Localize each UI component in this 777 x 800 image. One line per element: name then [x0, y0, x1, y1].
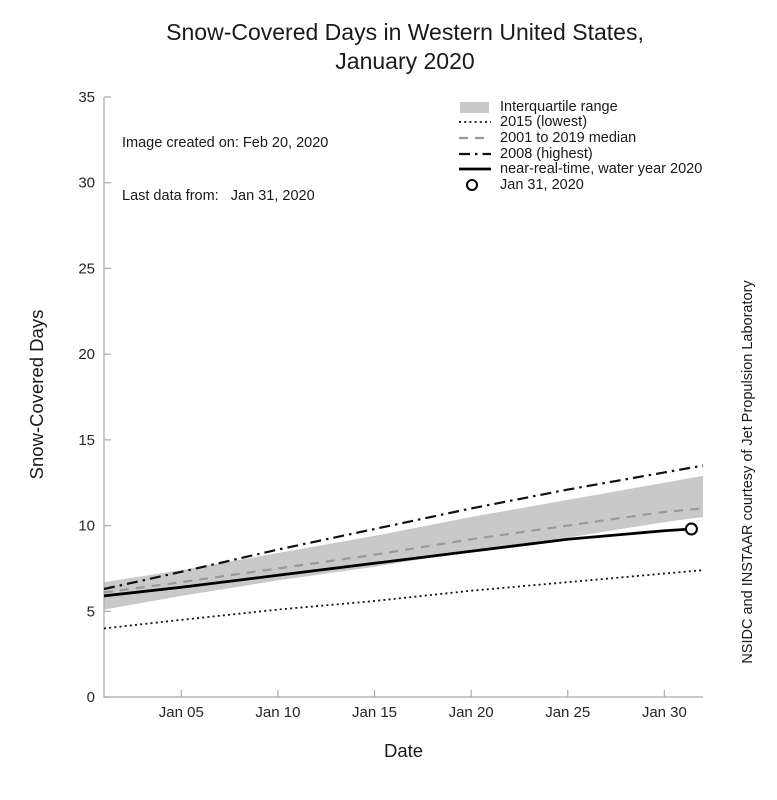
x-axis-tick-label: Jan 15	[351, 704, 398, 721]
solid-line-swatch-icon	[458, 162, 494, 176]
iqr-patch-swatch-icon	[458, 100, 494, 114]
x-axis-tick-label: Jan 25	[545, 704, 591, 721]
legend-label: 2008 (highest)	[500, 145, 593, 162]
chart-title-line2: January 2020	[335, 48, 475, 74]
chart-title-line1: Snow-Covered Days in Western United States,	[166, 19, 644, 45]
annotation-block	[122, 100, 328, 223]
annotation-last-data: Last data from: Jan 31, 2020	[122, 187, 315, 204]
dashed-line-swatch-icon	[458, 131, 494, 145]
annotation-created: Image created on: Feb 20, 2020	[122, 135, 329, 151]
y-axis-tick-label: 15	[78, 431, 95, 449]
y-axis-tick-label: 20	[78, 346, 95, 364]
legend-label: 2015 (lowest)	[500, 114, 588, 131]
y-axis-tick-label: 10	[78, 517, 95, 535]
legend-label: Jan 31, 2020	[500, 176, 584, 193]
y-axis-tick-label: 30	[78, 174, 95, 192]
iqr-band	[104, 476, 703, 610]
dotted-line-swatch-icon	[458, 115, 494, 129]
x-axis-tick-label: Jan 05	[158, 704, 204, 721]
x-axis-title: Date	[383, 740, 424, 761]
legend	[458, 99, 702, 193]
y-axis-tick-label: 0	[86, 689, 95, 706]
open-circle-marker-icon	[458, 178, 494, 192]
legend-row-median	[458, 130, 702, 146]
y-axis-tick-label: 35	[78, 89, 95, 106]
legend-row-2008	[458, 146, 702, 162]
legend-row-2015	[458, 115, 702, 131]
dashdot-line-swatch-icon	[458, 147, 494, 161]
legend-row-nrt	[458, 161, 702, 177]
x-axis-tick-label: Jan 10	[255, 704, 301, 721]
x-axis-tick-label: Jan 30	[641, 704, 687, 721]
credit-text: NSIDC and INSTAAR courtesy of Jet Propulsion Laboratory	[740, 280, 756, 664]
x-axis-tick-label: Jan 20	[448, 704, 494, 721]
legend-row-jan31	[458, 177, 702, 193]
legend-label: near-real-time, water year 2020	[500, 161, 703, 178]
legend-row-iqr	[458, 99, 702, 115]
y-axis-title: Snow-Covered Days	[26, 309, 47, 480]
legend-label: 2001 to 2019 median	[500, 129, 637, 146]
jan31-data-marker	[686, 524, 697, 535]
y-axis-tick-label: 25	[78, 260, 95, 278]
legend-label: Interquartile range	[500, 98, 618, 115]
y-axis-tick-label: 5	[86, 603, 95, 621]
